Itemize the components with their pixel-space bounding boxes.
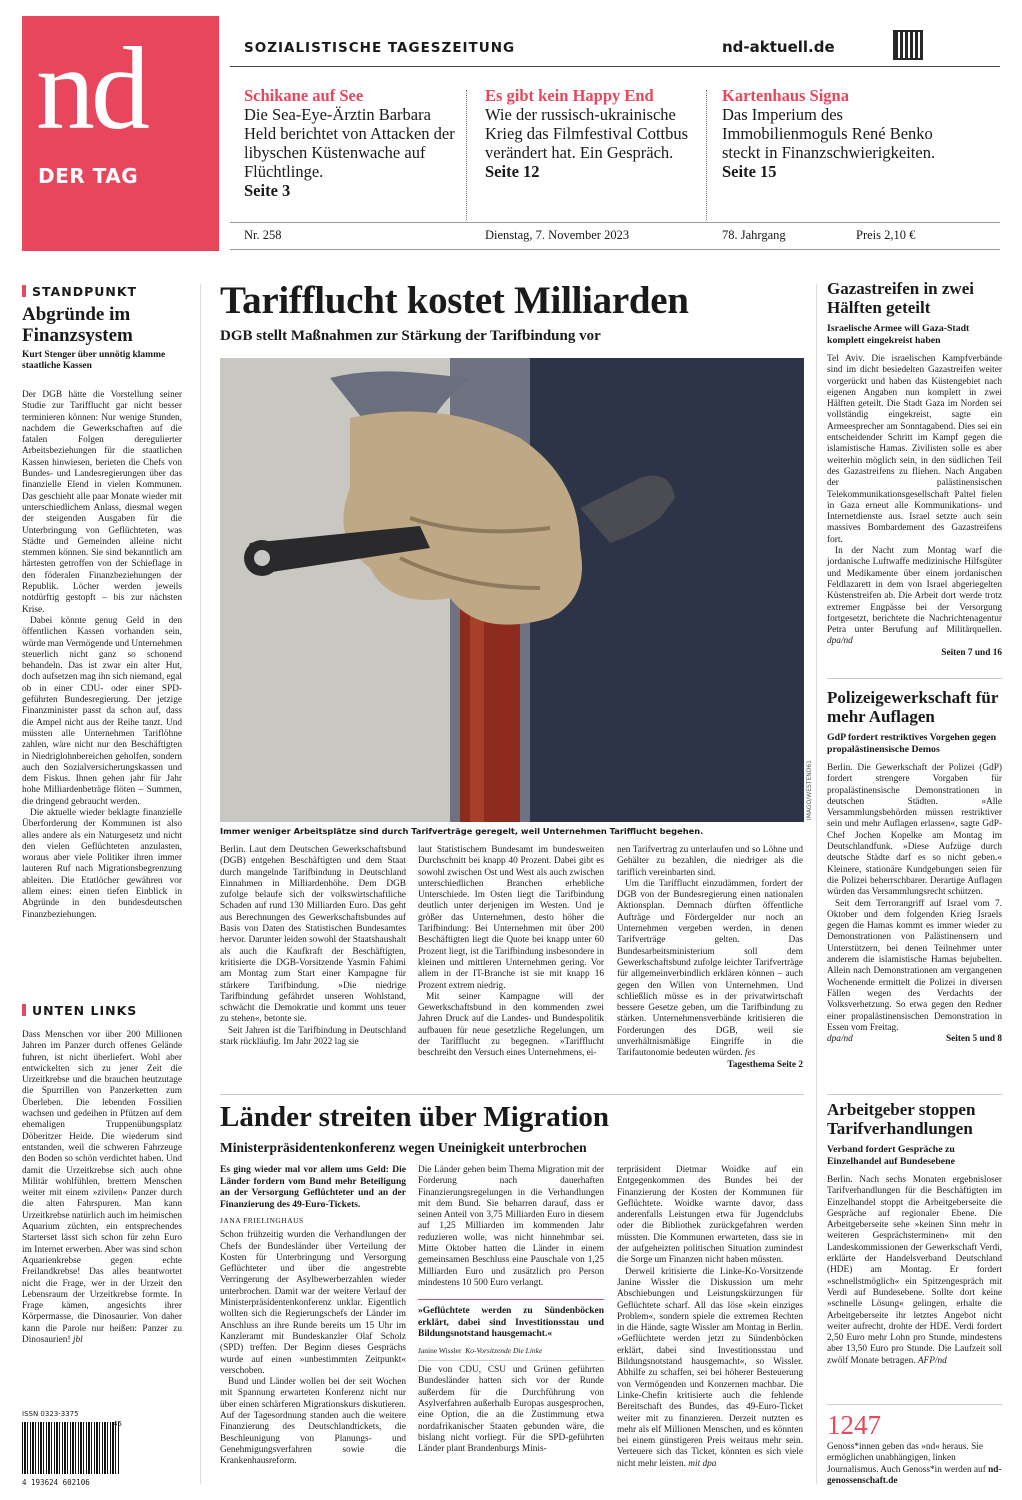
column-divider [816, 284, 817, 1484]
author: dpa/nd [827, 1034, 853, 1045]
standpunkt-sub: Kurt Stenger über unnötig klamme staatliche Kassen [22, 350, 166, 371]
quote-divider [418, 1360, 604, 1361]
paragraph: laut Statistischem Bundesamt im bundesweiten Durchschnitt bei knapp 40 Prozent. Dabei gibt es sowohl zwischen Ost und West als auch zwischen unterschiedlichen Branchen erhebliche Unterschiede. Im Osten liegt die Tarifbindung deutlich unter derjenigen im Westen. Und je größer das Unternehmen, desto höher die Tarifbindung: Bei Unternehmen mit über 200 Beschäftigten liegt die Quote bei knapp unter 60 Prozent liegt, ist die Tarifbindung insbesondere in kleinen und mittleren Unternehmen gering. Vor allem in der IT-Branche ist sie mit knapp 16 Prozent extrem niedrig. [418, 845, 604, 991]
paragraph: terpräsident Dietmar Woidke auf ein Entgegenkommen des Bundes bei der Finanzierung der Kosten der Kommunen für Geflüchtete. Woidke warnte davor, dass anderenfalls Leistungen etwa für Jugendclubs oder die Bibliothek zurückgefahren werden müssten. Die Kommunen erwarteten, dass sie in der aufgeheizten politischen Situation zumindest die Sorge um Finanzen nicht haben müssten. [617, 1165, 803, 1266]
barcode [22, 1422, 120, 1474]
paragraph: Bund und Länder wollen bei der seit Wochen mit Spannung erwarteten Konferenz nicht nur über einen schärferen Migrationskurs diskutieren. Auf der Tagesordnung standen auch die weitere Finanzierung des Deutschlandtickets, die Beschleunigung von Planungs- und Genehmigungsverfahren sowie die Krankenhausreform. [220, 1377, 406, 1467]
intro: Es ging wieder mal vor allem ums Geld: Die Länder fordern vom Bund mehr Beteiligung an der Versorgung Geflüchteter und an der Finanzierung des 49-Euro-Tickets. [220, 1165, 406, 1210]
paragraph: nen Tarifvertrag zu unterlaufen und so Löhne und Gehälter zu bezahlen, die niedriger als die tariflich vereinbarten sind. [617, 845, 803, 878]
quote-attribution: Janine Wissler Ko-Vorsitzende Die Linke [418, 1345, 543, 1355]
unten-links-column [22, 1003, 182, 1346]
standpunkt-body [22, 390, 182, 921]
qr-code-icon [893, 30, 923, 60]
right-article-3 [827, 1100, 1002, 1367]
paragraph: Der DGB hätte die Vorstellung seiner Studie zur Tarifflucht gar nicht besser terminieren können: Nur wenige Stunden, nachdem die Gewerkschaften auf die fatalen Folgen deregulierter Arbeitsbeziehungen für die staatlichen Kassen hinwiesen, berieten die Chefs von Bundes- und Landesregierungen über das finanzielle Elend in vielen Kommunen. Das geschieht alle paar Monate wieder mit unterschiedlichem Anlass, diesmal wegen der steigenden Ausgaben für die Unterbringung von Geflüchteten, was Städte und Gemeinden alleine nicht stemmen können. Sie sind bekanntlich am härtesten getroffen von der Schieflage in den föderalen Finanzbeziehungen der Republik. Löcher werden jeweils notdürftig gestopft – bis zur nächsten Krise. [22, 390, 182, 615]
standpunkt-title[interactable]: Abgründe im Finanzsystem [22, 304, 133, 346]
paragraph: Tel Aviv. Die israelischen Kampfverbände sind im dicht besiedelten Gazastreifen weiter vorgerückt und haben das Küstengebiet nach eigenen Angaben nun komplett in zwei Hälften geteilt. Die Stadt Gaza im Norden sei vollständig eingekreist, sagte ein Armeesprecher am Sonntagabend. Dies sei ein entscheidender Schritt im Kampf gegen die islamistische Hamas. Zivilisten solle es aber weiterhin möglich sein, in den südlichen Teil des Gazastreifens zu fliehen. Nach Angaben der palästinensischen Telekommunikationsgesellschaft Paltel fielen in Gaza erneut alle Kommunikations- und Internetdienste aus. Israel setzte auch sein massives Bombardement des Gazastreifens fort. [827, 354, 1002, 545]
article-sub: Israelische Armee will Gaza-Stadt komplett eingekreist haben [827, 323, 970, 346]
lead-subheadline: DGB stellt Maßnahmen zur Stärkung der Tarifbindung vor [220, 328, 601, 344]
issue-number: Nr. 258 [244, 228, 282, 242]
paragraph: In der Nacht zum Montag warf die jordanische Luftwaffe medizinische Hilfsgüter und Medikamente über einem jordanischen Feldlazarett in dem von Israel abgeriegelten Küstenstreifen ab. Die Arbeit dort werde trotz extremer Engpässe bei der Versorgung fortgesetzt, berichtete die Nachrichtenagentur Petra unter Berufung auf Militärquellen. dpa/nd [827, 546, 1002, 647]
masthead-divider [230, 66, 1000, 67]
paragraph: Berlin. Laut dem Deutschen Gewerkschaftsbund (DGB) entgehen Beschäftigten und dem Staat durch mangelnde Tarifbindung in Deutschland Einnahmen in Milliardenhöhe. Dem DGB zufolge belaufe sich der volkswirtschaftliche Schaden auf rund 130 Milliarden Euro. Das geht aus Berechnungen des Gewerkschaftsbundes auf Basis von Daten des Statistischen Bundesamtes hervor. Darunter leiden sowohl der Staatshaushalt als auch die Kaufkraft der Beschäftigten, kritisierte die DGB-Vorsitzende Yasmin Fahimi am Montag zum Start einer Kampagne für stärkere Tarifbindung. »Die niedrige Tarifbindung gefährdet unseren Wohlstand, schwächt die Demokratie und kommt uns teuer zu stehen«, betonte sie. [220, 845, 406, 1025]
quote-box [418, 1299, 604, 1356]
unten-links-body [22, 1030, 182, 1346]
teaser-kicker: Es gibt kein Happy End [485, 86, 654, 105]
teaser-kicker: Kartenhaus Signa [722, 86, 849, 105]
teaser-separator [706, 90, 707, 220]
tagline: SOZIALISTISCHE TAGESZEITUNG [244, 40, 516, 56]
second-subheadline: Ministerpräsidentenkonferenz wegen Uneinigkeit unterbrochen [220, 1140, 587, 1155]
right-divider [827, 678, 1002, 679]
byline: JANA FRIELINGHAUS [220, 1216, 304, 1225]
quote-text: »Geflüchtete werden zu Sündenböcken erklärt, dabei sind Investitionsstau und Bildungsnotstand hausgemacht.« [418, 1306, 604, 1340]
kicker-bar [22, 1004, 26, 1016]
wrench-hand-illustration [220, 358, 804, 822]
paragraph: Seit dem Terrorangriff auf Israel vom 7. Oktober und dem folgenden Krieg Israels gegen die Hamas kommt es immer wieder zu Demonstrationen von Palästinensern und Unterstützern, bei denen Teilnehmer unter anderem die islamistische Hamas bejubelten. Allein nach Demonstrationen am vergangenen Wochenende ermittelt die Polizei in diversen Fällen wegen des Verdachts der Volksverhetzung. So etwa gegen den Redner einer propalästinensischen Demonstration in Essen vom Freitag. [827, 898, 1002, 1033]
issue-price: Preis 2,10 € [856, 228, 916, 242]
paragraph: Die aktuelle wieder beklagte finanzielle Überforderung der Kommunen ist also alles andere als ein Naturgesetz und nicht den vielen Geflüchteten anzulasten, woraus aber viele Politiker ihren immer lauteren Ruf nach Migrationsbegrenzung ableiten. Die Etatlöcher gewähren vor allem eines: einen tiefen Einblick in Abgründe in den bundesdeutschen Finanzbeziehungen. [22, 807, 182, 920]
lead-col-2 [418, 845, 604, 1060]
promo-text: Genoss*innen geben das »nd« heraus. Sie ermöglichen unabhängigen, linken Journalismus. Auch Genoss*in werden auf nd-genossenschaft.de [827, 1442, 1002, 1486]
lead-headline[interactable]: Tarifflucht kostet Milliarden [220, 279, 689, 322]
right-divider [827, 1404, 1002, 1405]
meta-divider-top [230, 222, 1000, 223]
site-link[interactable]: nd-aktuell.de [722, 38, 835, 56]
logo-subtitle: DER TAG [38, 164, 139, 188]
paragraph: Derweil kritisierte die Linke-Ko-Vorsitzende Janine Wissler die Diskussion um mehr Abschiebungen und Leistungskürzungen für Geflüchtete scharf. All das löse »kein einziges Problem«, sondern spiele die extremen Rechten in die Hände, sagte Wissler am Montag in Berlin. »Geflüchtete werden jetzt zu Sündenböcken erklärt, dabei sind Investitionsstau und Bildungsnotstand hausgemacht«, so Wissler. Abhilfe zu schaffen, sei bei höherer Besteuerung von Vermögenden und Konzernen machbar. Die Linke-Chefin kritisierte auch die fehlende Bereitschaft des Bundes, das 49-Euro-Ticket weiter mit zu finanzieren. Derzeit nutzten es mehr als elf Millionen Menschen, und es könnten bei einem günstigeren Preis weitaus mehr sein. Verteuere sich das Ticket, könnten es sich viele nicht mehr leisten. mit dpa [617, 1266, 803, 1469]
teaser-text: Das Imperium des Immobilienmoguls René Benko steckt in Finanzschwierigkeiten. [722, 105, 936, 162]
article-title[interactable]: Gazastreifen in zwei Hälften geteilt [827, 279, 974, 317]
teaser-3[interactable] [722, 86, 944, 181]
lead-col-1 [220, 845, 406, 1048]
teaser-page: Seite 15 [722, 162, 777, 181]
promo-link[interactable]: nd-genossenschaft.de [827, 1464, 1002, 1486]
article-body [827, 354, 1002, 659]
right-divider [827, 1094, 1002, 1095]
paragraph: Die Länder gehen beim Thema Migration mit der Forderung nach dauerhaften Finanzierungsregelungen in die Verhandlungen mit dem Bund. Sie beharren darauf, dass er seinen Anteil von 3,75 Milliarden Euro in diesem auf 1,25 Milliarden im kommenden Jahr reduzieren wolle, was nicht hinnehmbar sei. Mitte Oktober hatten die Länder in einem gemeinsamen Beschluss eine Pauschale von 1,25 Milliarden Euro und zusätzlich pro Person mindestens 10 500 Euro verlangt. [418, 1165, 604, 1288]
article-footer [827, 1034, 1002, 1045]
logo[interactable] [22, 16, 219, 251]
paragraph: Berlin. Nach sechs Monaten ergebnisloser Tarifverhandlungen für die Beschäftigten im Einzelhandel stoppt die Arbeitgeberseite die Gespräche auf regionaler Ebene. Die Arbeitgeberseite sehe »keinen Sinn mehr in weiteren Gesprächsterminen« mit den Landeskommissionen der Gewerkschaft Verdi, erklärte der Handelsverband Deutschland (HDE) am Montag. Er fordert »schnellstmöglich« ein Spitzengespräch mit Verdi auf Bundesebene. Sollte dort keine »schnelle Lösung« gelingen, erhalte die Arbeitgeberseite ihr letztes Angebot nicht weiter aufrecht, drohte der HDE. Verdi fordert 2,50 Euro mehr Lohn pro Stunde, mindestens aber 13,50 Euro pro Stunde. Die Laufzeit soll zwölf Monate betragen. AFP/nd [827, 1175, 1002, 1366]
second-col-3 [617, 1165, 803, 1470]
barcode-digits: 4 193624 602106 [22, 1478, 90, 1487]
standpunkt-column [22, 284, 182, 921]
paragraph: Um die Tarifflucht einzudämmen, fordert der DGB von der Bundesregierung einen nationalen Aktionsplan. Demnach dürften öffentliche Aufträge und Fördergelder nur noch an Unternehmen vergeben werden, in denen Tarifverträge gelten. Das Bundesarbeitsministerium soll dem Gewerkschaftsbund zufolge leichter Tarifverträge für allgemeinverbindlich erklären können – auch gegen den Willen von Unternehmen. Und schließlich müsse es in der privatwirtschaft bessere Gesetze geben, um die Tarifbindung zu stärken. Unternehmensverbände kritisieren die Forderungen des DGB, weil sie unverhältnismäßige Eingriffe in die Tarifautonomie bedeuten würden. fes [617, 878, 803, 1059]
issn: ISSN 0323-3375 [22, 1410, 79, 1418]
meta-divider-bottom [230, 249, 1000, 250]
teaser-2[interactable] [485, 86, 707, 181]
paragraph: Seit Jahren ist die Tarifbindung in Deutschland stark rückläufig. Im Jahr 2022 lag sie [220, 1025, 406, 1048]
second-headline[interactable]: Länder streiten über Migration [220, 1101, 610, 1133]
teaser-text: Die Sea-Eye-Ärztin Barbara Held berichtet von Attacken der libyschen Küstenwache auf Flüchtlinge. [244, 105, 455, 181]
barcode-addon: 45 [113, 1420, 122, 1428]
paragraph: Mit seiner Kampagne will der Gewerkschaftsbund in den kommenden zwei Jahren Druck auf die Landes- und Bundespolitik aufbauen für neue gesetzliche Regelungen, um der Tarifflucht zu begegnen. »Tarifflucht beschreibt den Versuch eines Unternehmens, ei- [418, 991, 604, 1059]
column-divider [200, 284, 201, 1484]
right-article-2 [827, 688, 1002, 1045]
issue-year: 78. Jahrgang [722, 228, 786, 242]
article-body [827, 763, 1002, 1045]
paragraph: Die von CDU, CSU und Grünen geführten Bundesländer hatten sich vor der Runde außerdem für die Durchführung von Asylverfahren außerhalb Europas ausgesprochen, eine Option, die an die Zustimmung etwa nordafrikanischer Staaten gebunden wäre, die bislang nicht vorliegt. Für die SPD-geführten Länder plant Brandenburgs Minis- [418, 1365, 604, 1455]
page-reference[interactable]: Seiten 5 und 8 [945, 1034, 1002, 1045]
teaser-separator [466, 90, 467, 220]
article-sub: GdP fordert restriktives Vorgehen gegen propalästinensische Demos [827, 732, 997, 755]
teaser-page: Seite 12 [485, 162, 540, 181]
teaser-page: Seite 3 [244, 181, 291, 200]
second-col-2 [418, 1165, 604, 1455]
teaser-1[interactable] [244, 86, 466, 200]
article-title[interactable]: Polizeigewerkschaft für mehr Auflagen [827, 688, 999, 726]
photo-caption: Immer weniger Arbeitsplätze sind durch Tarifverträge geregelt, weil Unternehmen Tarifflucht begehen. [220, 826, 704, 836]
issue-date: Dienstag, 7. November 2023 [485, 228, 630, 242]
page-reference[interactable]: Seiten 7 und 16 [941, 647, 1002, 658]
paragraph: Dass Menschen vor über 200 Millionen Jahren im Panzer durch offenes Gelände fuhren, ist nicht überliefert. Wohl aber entwickelten sich zu jener Zeit die Urzeitkrebse und die brauchen heutzutage die Spurrillen von Panzerketten zum Überleben. Die lebenden Fossilien wachsen und gedeihen in Pfützen auf dem ehemaligen Truppenübungsplatz Döberitzer Heide. Die wiederum sind entstanden, weil die schweren Fahrzeuge den Boden so schön verdichtet haben. Und damit die Urzeitkrebse sich auch ohne Militär wohlfühlen, brettern Menschen weiter mit einem »zivilen« Panzer durch die alten Fahrspuren. Man kann Urzeitkrebse natürlich auch im heimischen Aquarium züchten, ein entsprechendes Starterset lässt sich schon für zehn Euro im Internet erwerben. Aber was sind schon Aquarienkrebse gegen echte Freilandkrebse! Das alles beantwortet nicht die Frage, wer in der Urzeit den Lebensraum der Urzeitkrebse formte. In Frage kämen, angesichts ihrer Körpermasse, die Dinosaurier. Von daher kann die Parole nur heißen: Panzer zu Dinosaurien! jbl [22, 1030, 182, 1346]
standpunkt-kicker: STANDPUNKT [22, 284, 182, 299]
lead-col-3 [617, 845, 803, 1071]
article-body [827, 1175, 1002, 1367]
right-article-1 [827, 279, 1002, 659]
promo-number: 1247 [827, 1410, 881, 1440]
paragraph: Schon frühzeitig wurden die Verhandlungen der Chefs der Bundesländer über Verteilung der Kosten für Unterbringung und Versorgung Geflüchteter und über die angestrebte Verringerung der Asylbewerberzahlen wieder unterbrochen. Damit war der weitere Verlauf der Ministerpräsidentenkonferenz unklar. Eigentlich wollten sich die Regierungschefs der Länder im Anschluss an ihre Runde bereits um 15 Uhr im Kanzleramt mit Bundeskanzler Olaf Scholz (SPD) treffen. Der Beginn dieses Gesprächs wurde auf einen »unbestimmten Zeitpunkt« verschoben. [220, 1230, 406, 1376]
lead-photo[interactable] [220, 358, 804, 822]
paragraph: Dabei könnte genug Geld in den öffentlichen Kassen vorhanden sein, würde man Vermögende und Unternehmen steuerlich nicht ganz so schonend behandeln. Das ist zwar ein alter Hut, doch aufsetzen mag ihn sich niemand, egal ob in einer CDU- oder einer SPD-geführten Bundesregierung. Der jetzige Finanzminister passt da schon auf, dass die Ampel nicht aus der Reihe tanzt. Und müssten alle Unternehmen Tariflöhne zahlen, wäre nicht nur den Beschäftigten in Niedriglohnbereichen geholfen, sondern auch den Sozialversicherungskassen und dem Fiskus. Ihnen gehen jahr für Jahr hohe Milliardenbeträge flöten – Summen, die dringend gebraucht werden. [22, 615, 182, 807]
paragraph: Berlin. Die Gewerkschaft der Polizei (GdP) fordert strengere Vorgaben für propalästinensische Demonstrationen in deutschen Städten. »Alle Versammlungsbehörden müssen restriktiver sein und mehr Auflagen erlassen«, sagte GdP-Chef Jochen Kopelke am Montag im Deutschlandfunk. »Diese Aufzüge durch deutsche Städte darf es so nicht geben.« Kleinere, stationäre Kundgebungen seien für die Polizei beherrschbarer. Derartige Auflagen würden das Versammlungsrecht schützen. [827, 763, 1002, 898]
photo-credit: IMAGO/WESTEND61 [806, 760, 813, 821]
section-divider [220, 1094, 804, 1095]
kicker-bar [22, 285, 26, 297]
page-reference[interactable]: Tagesthema Seite 2 [727, 1059, 803, 1070]
teaser-kicker: Schikane auf See [244, 86, 364, 105]
unten-links-kicker: UNTEN LINKS [22, 1003, 182, 1018]
article-sub: Verband fordert Gespräche zu Einzelhandel auf Bundesebene [827, 1144, 955, 1167]
second-col-1 [220, 1165, 406, 1468]
logo-wordmark: nd [36, 23, 146, 154]
article-title[interactable]: Arbeitgeber stoppen Tarifverhandlungen [827, 1100, 976, 1138]
teaser-text: Wie der russisch-ukrainische Krieg das Filmfestival Cottbus verändert hat. Ein Gespräch. [485, 105, 689, 162]
